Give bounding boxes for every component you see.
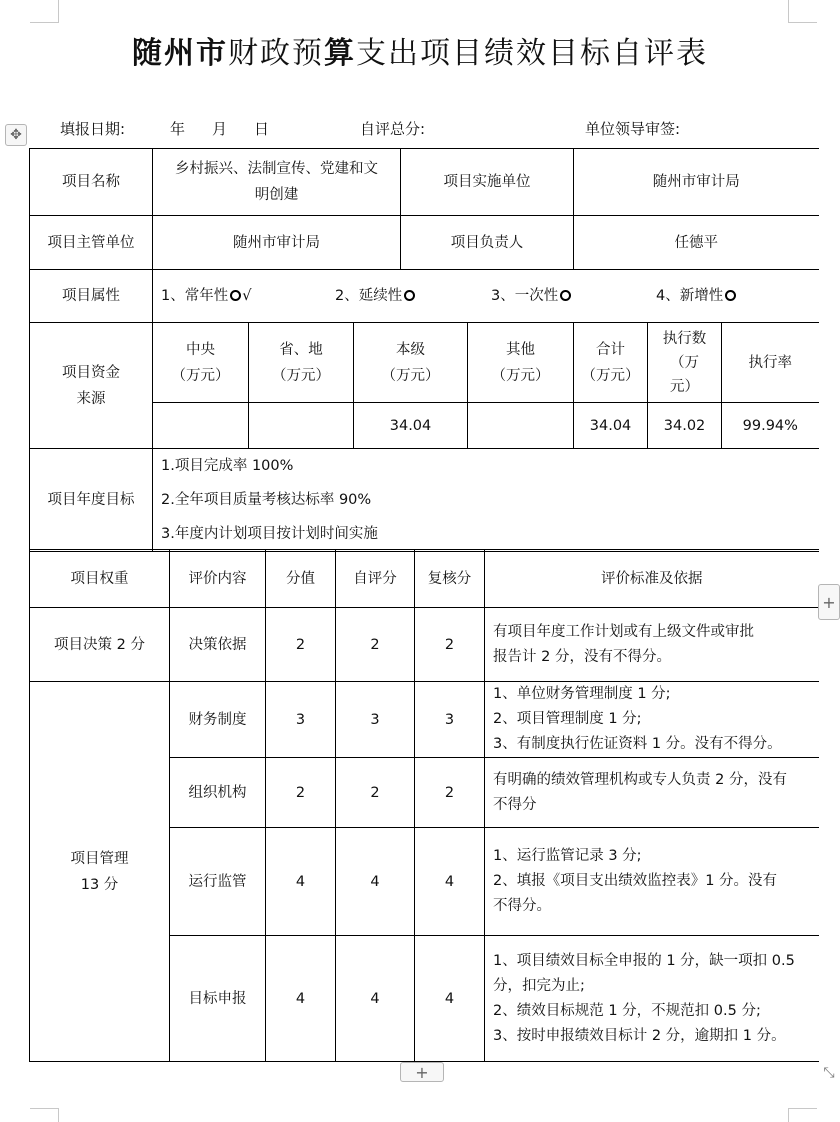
target-item: 1.项目完成率 100% [161, 458, 294, 474]
eval-header-self: 自评分 [336, 550, 415, 608]
funds-value-total: 34.04 [574, 403, 648, 449]
decision-review: 2 [415, 608, 485, 682]
leader-sign-label: 单位领导审签: [585, 120, 681, 138]
impl-unit-label: 项目实施单位 [401, 149, 574, 216]
mgmt-criteria-3: 1、运行监管记录 3 分; 2、填报《项目支出绩效监控表》1 分。没有 不得分。 [485, 828, 819, 936]
funds-header-local: 本级 （万元） [354, 323, 468, 403]
table-move-icon[interactable]: ✥ [5, 124, 27, 146]
leader-value: 任德平 [574, 216, 819, 270]
project-info-table [29, 148, 819, 552]
mgmt-content-3: 运行监管 [170, 828, 266, 936]
funds-value-central [153, 403, 249, 449]
mgmt-criteria-4: 1、项目绩效目标全申报的 1 分，缺一项扣 0.5 分，扣完为止; 2、绩效目标规范 1 分，不规范扣 0.5 分; 3、按时申报绩效目标计 2 分，逾期扣 1 分。 [485, 936, 819, 1062]
attr-options [153, 270, 819, 323]
decision-weight: 项目决策 2 分 [30, 608, 170, 682]
add-column-button[interactable]: + [818, 584, 840, 620]
radio-circle-icon [230, 290, 241, 301]
radio-circle-icon [404, 290, 415, 301]
dept-label: 项目主管单位 [30, 216, 153, 270]
mgmt-review-3: 4 [415, 828, 485, 936]
funds-header-province: 省、地 （万元） [249, 323, 354, 403]
eval-header-review: 复核分 [415, 550, 485, 608]
mgmt-self-1: 3 [336, 682, 415, 758]
attr-label: 项目属性 [30, 270, 153, 323]
impl-unit-value: 随州市审计局 [574, 149, 819, 216]
dept-value: 随州市审计局 [153, 216, 401, 270]
mgmt-content-4: 目标申报 [170, 936, 266, 1062]
funds-value-other [468, 403, 574, 449]
date-day: 日 [254, 120, 270, 138]
mgmt-score-4: 4 [266, 936, 336, 1062]
decision-score: 2 [266, 608, 336, 682]
mgmt-review-2: 2 [415, 758, 485, 828]
decision-criteria: 有项目年度工作计划或有上级文件或审批 报告计 2 分，没有不得分。 [485, 608, 819, 682]
crop-mark-bottom-left [30, 1108, 59, 1122]
funds-header-executed: 执行数 （万 元） [648, 323, 722, 403]
eval-header-weight: 项目权重 [30, 550, 170, 608]
funds-header-rate: 执行率 [722, 323, 819, 403]
date-label: 填报日期: [60, 120, 126, 138]
mgmt-self-4: 4 [336, 936, 415, 1062]
project-name-label: 项目名称 [30, 149, 153, 216]
funds-header-central: 中央 （万元） [153, 323, 249, 403]
decision-self: 2 [336, 608, 415, 682]
attr-option-4[interactable]: 4、新增性 [656, 283, 737, 309]
radio-circle-icon [725, 290, 736, 301]
management-weight: 项目管理 13 分 [30, 682, 170, 1062]
crop-mark-bottom-right [788, 1108, 817, 1122]
table-resize-icon[interactable]: ⤡ [823, 1065, 835, 1081]
mgmt-score-2: 2 [266, 758, 336, 828]
funds-value-rate: 99.94% [722, 403, 819, 449]
funds-label: 项目资金 来源 [30, 323, 153, 449]
eval-header-content: 评价内容 [170, 550, 266, 608]
add-row-button[interactable]: + [400, 1062, 444, 1082]
attr-option-3[interactable]: 3、一次性 [491, 283, 656, 309]
total-score-label: 自评总分: [360, 120, 426, 138]
eval-header-score: 分值 [266, 550, 336, 608]
project-name-value: 乡村振兴、法制宣传、党建和文 明创建 [153, 149, 401, 216]
mgmt-review-1: 3 [415, 682, 485, 758]
date-year: 年 [170, 120, 186, 138]
mgmt-self-2: 2 [336, 758, 415, 828]
eval-header-criteria: 评价标准及依据 [485, 550, 819, 608]
attr-option-2[interactable]: 2、延续性 [335, 283, 491, 309]
mgmt-score-1: 3 [266, 682, 336, 758]
mgmt-self-3: 4 [336, 828, 415, 936]
funds-value-province [249, 403, 354, 449]
funds-header-total: 合计 （万元） [574, 323, 648, 403]
radio-circle-icon [560, 290, 571, 301]
evaluation-table [29, 549, 819, 1062]
funds-value-executed: 34.02 [648, 403, 722, 449]
mgmt-content-1: 财务制度 [170, 682, 266, 758]
funds-value-local: 34.04 [354, 403, 468, 449]
document-title: 随州市财政预算支出项目绩效目标自评表 [132, 36, 708, 71]
crop-mark-top-left [30, 0, 59, 23]
leader-label: 项目负责人 [401, 216, 574, 270]
funds-header-other: 其他 （万元） [468, 323, 574, 403]
crop-mark-top-right [788, 0, 817, 23]
mgmt-review-4: 4 [415, 936, 485, 1062]
mgmt-score-3: 4 [266, 828, 336, 936]
targets-list [153, 449, 819, 552]
target-item: 2.全年项目质量考核达标率 90% [161, 492, 372, 508]
mgmt-criteria-1: 1、单位财务管理制度 1 分; 2、项目管理制度 1 分; 3、有制度执行佐证资料 1 分。没有不得分。 [485, 682, 819, 758]
attr-option-1[interactable]: 1、常年性 √ [161, 288, 252, 304]
target-item: 3.年度内计划项目按计划时间实施 [161, 526, 378, 542]
targets-label: 项目年度目标 [30, 449, 153, 552]
date-month: 月 [212, 120, 228, 138]
mgmt-content-2: 组织机构 [170, 758, 266, 828]
mgmt-criteria-2: 有明确的绩效管理机构或专人负责 2 分，没有 不得分 [485, 758, 819, 828]
decision-content: 决策依据 [170, 608, 266, 682]
